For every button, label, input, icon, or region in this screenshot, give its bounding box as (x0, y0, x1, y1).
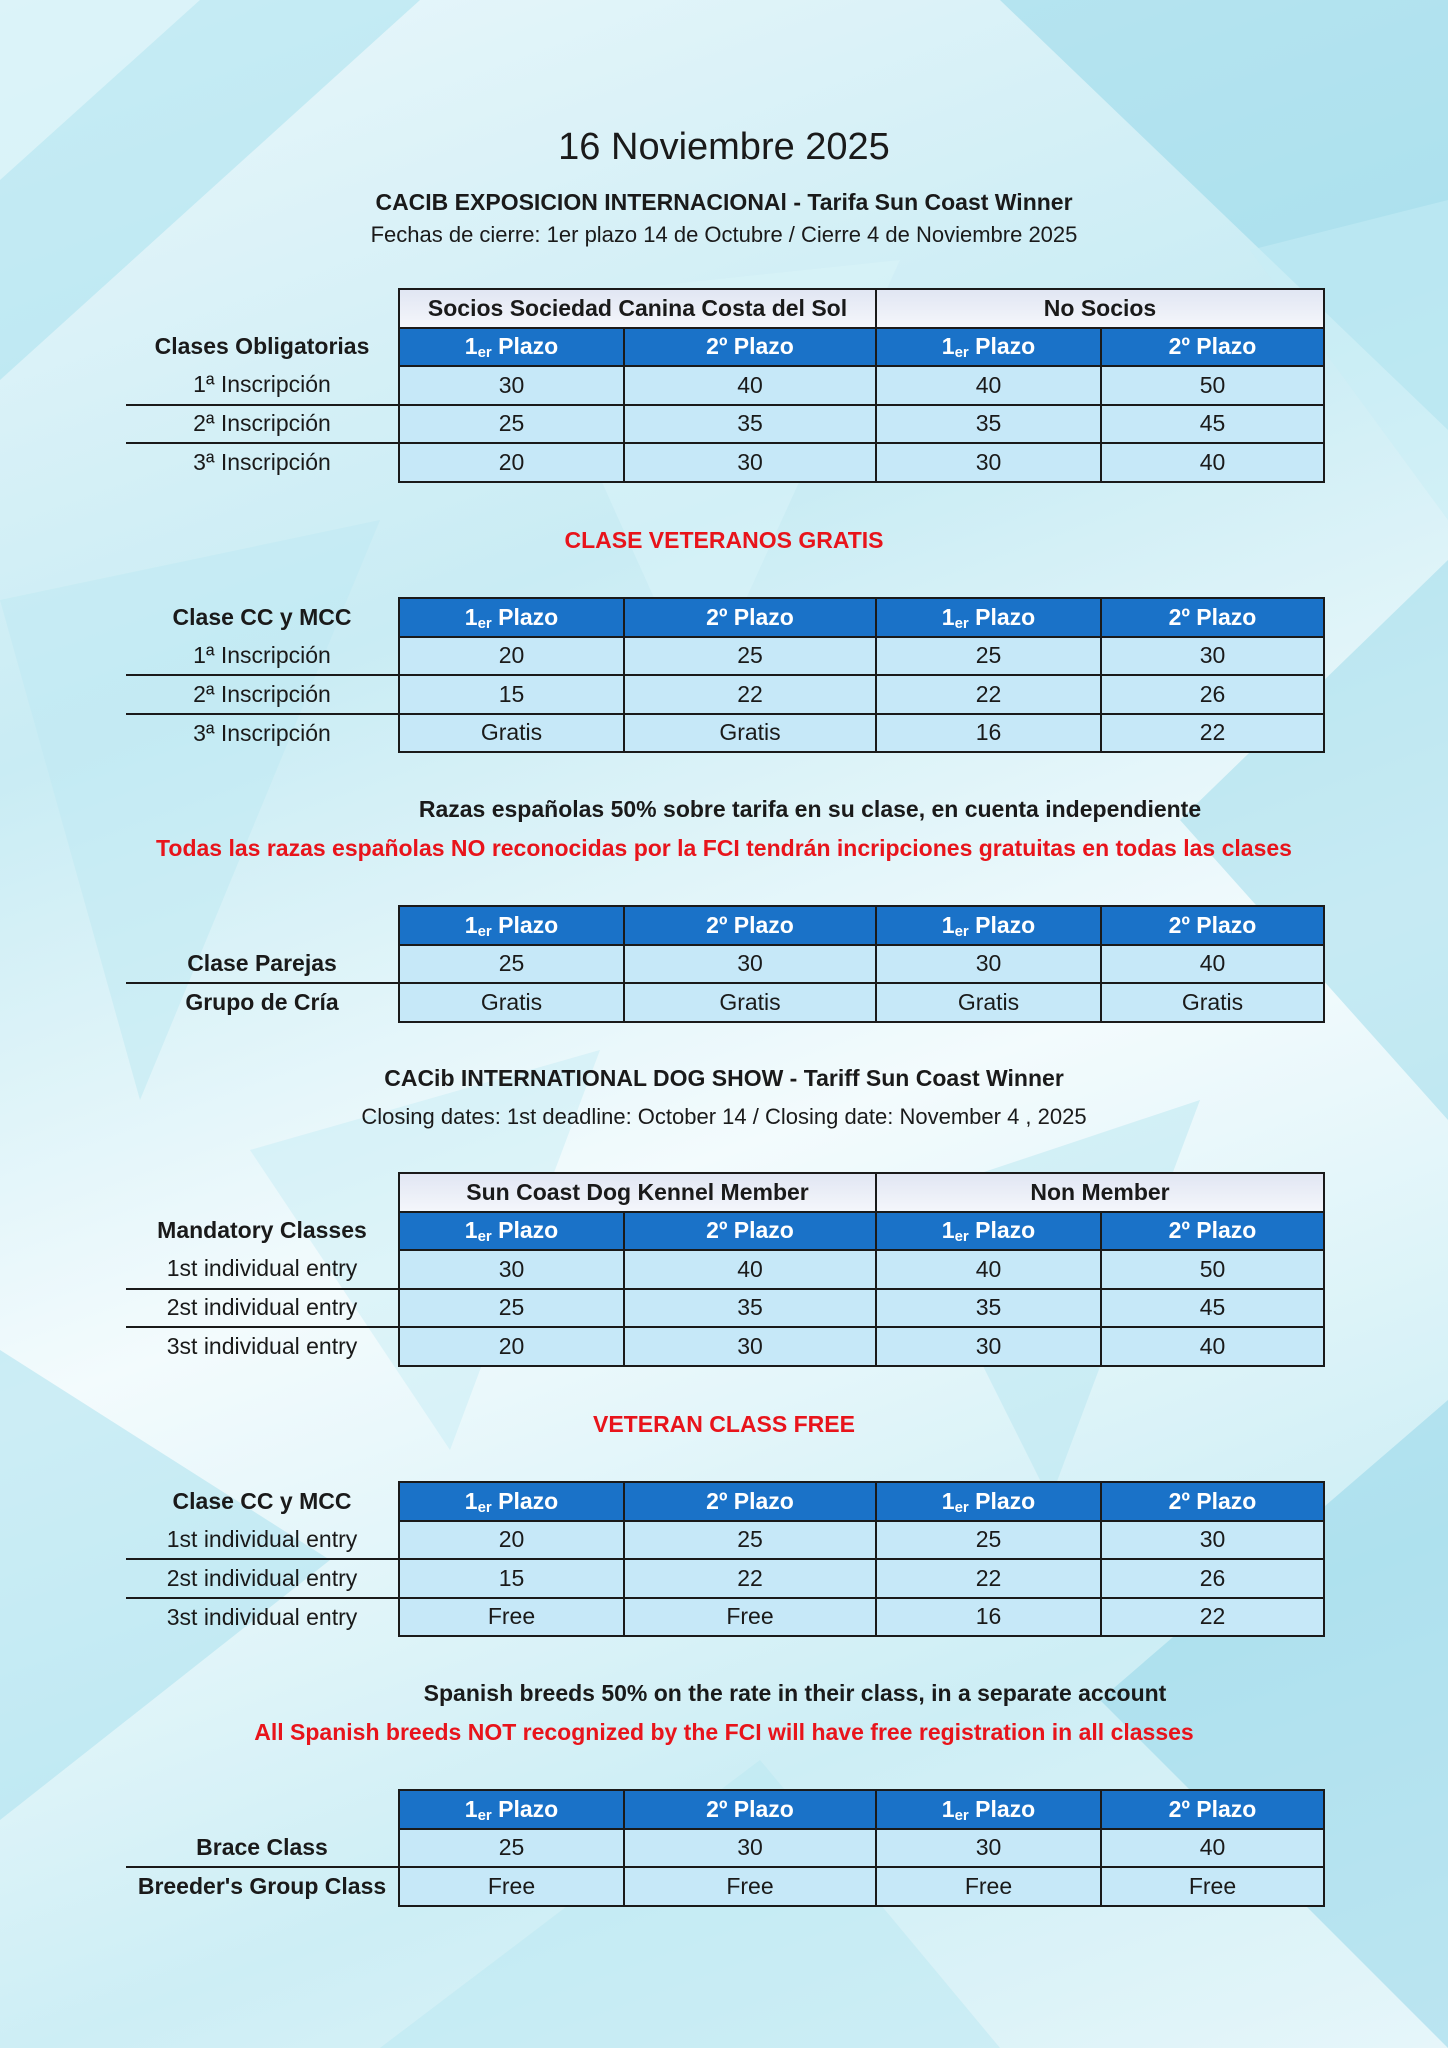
cc-class-label: Clase CC y MCC (172, 1487, 352, 1514)
row-label: 2ª Inscripción (126, 675, 399, 714)
fee-cell: 20 (399, 637, 624, 676)
plazo1-header: $1_{er}$ Plazo (399, 906, 624, 945)
table-row (126, 1829, 1324, 1868)
fee-cell: Free (624, 1598, 876, 1637)
plazo1-header: $1_{er}$ Plazo (876, 598, 1101, 637)
cc-class-label: Clase CC y MCC (172, 603, 352, 630)
table-row (126, 1327, 1324, 1366)
fee-cell: 20 (399, 1521, 624, 1560)
fee-cell: Gratis (876, 983, 1101, 1022)
table-row (126, 945, 1324, 984)
veteran-note: VETERAN CLASS FREE (593, 1411, 855, 1437)
table-row (126, 1598, 1324, 1637)
fee-cell: 25 (399, 1829, 624, 1868)
fee-cell: 35 (876, 405, 1101, 444)
fee-cell: Gratis (624, 714, 876, 753)
fee-cell: 25 (876, 1521, 1101, 1560)
fee-cell: Gratis (1101, 983, 1324, 1022)
fee-cell: 50 (1101, 366, 1324, 405)
fee-cell: Gratis (624, 983, 876, 1022)
veteran-note: CLASE VETERANOS GRATIS (564, 527, 884, 553)
fee-cell: 30 (624, 443, 876, 482)
table-row (126, 1521, 1324, 1560)
fee-cell: Gratis (399, 983, 624, 1022)
fci-note: Todas las razas españolas NO reconocidas por la FCI tendrán incripciones gratuitas en todas las clases (156, 835, 1292, 861)
plazo2-header: 2º Plazo (624, 906, 876, 945)
english-mandatory-table (126, 1172, 1325, 1367)
fee-cell: 40 (624, 366, 876, 405)
spanish-breeds-note: Razas españolas 50% sobre tarifa en su clase, en cuenta independiente (418, 796, 1202, 822)
fee-cell: 26 (1101, 1559, 1324, 1598)
row-label: 1ª Inscripción (126, 637, 399, 676)
fee-cell: 22 (1101, 714, 1324, 753)
fee-cell: 40 (876, 366, 1101, 405)
spanish-closing-dates: Fechas de cierre: 1er plazo 14 de Octubre / Cierre 4 de Noviembre 2025 (370, 222, 1078, 247)
fee-cell: 20 (399, 1327, 624, 1366)
members-header: Sun Coast Dog Kennel Member (399, 1173, 876, 1212)
fee-cell: 50 (1101, 1250, 1324, 1289)
fee-cell: Free (624, 1867, 876, 1906)
fee-cell: 40 (1101, 1327, 1324, 1366)
fee-cell: 30 (624, 1829, 876, 1868)
fee-cell: 30 (399, 1250, 624, 1289)
fee-cell: 30 (876, 945, 1101, 984)
row-label: 2st individual entry (126, 1559, 399, 1598)
plazo2-header: 2º Plazo (624, 1212, 876, 1251)
plazo1-header: $1_{er}$ Plazo (876, 1790, 1101, 1829)
row-label: 2st individual entry (126, 1289, 399, 1328)
table-row (126, 675, 1324, 714)
plazo1-header: $1_{er}$ Plazo (399, 328, 624, 367)
plazo1-header: $1_{er}$ Plazo (876, 906, 1101, 945)
row-label: 2ª Inscripción (126, 405, 399, 444)
table-row (126, 443, 1324, 482)
fee-cell: 30 (1101, 1521, 1324, 1560)
row-label: Clase Parejas (126, 945, 399, 984)
table-row (126, 983, 1324, 1022)
fee-cell: 30 (876, 1327, 1101, 1366)
english-subtitle: CACib INTERNATIONAL DOG SHOW - Tariff Sun Coast Winner (384, 1065, 1064, 1091)
fee-cell: 35 (876, 1289, 1101, 1328)
mandatory-classes-label: Clases Obligatorias (154, 333, 370, 360)
row-label: Breeder's Group Class (137, 1873, 387, 1900)
spanish-pairs-table (126, 905, 1325, 1023)
spanish-subtitle: CACIB EXPOSICION INTERNACIONAl - Tarifa Sun Coast Winner (375, 189, 1073, 215)
english-cc-table (126, 1481, 1325, 1637)
plazo2-header: 2º Plazo (1101, 1482, 1324, 1521)
plazo2-header: 2º Plazo (624, 328, 876, 367)
plazo1-header: $1_{er}$ Plazo (876, 1212, 1101, 1251)
fee-cell: Free (876, 1867, 1101, 1906)
fee-cell: 22 (624, 675, 876, 714)
plazo2-header: 2º Plazo (624, 1790, 876, 1829)
row-label: 1ª Inscripción (126, 366, 399, 405)
mandatory-classes-label: Mandatory Classes (157, 1217, 367, 1244)
nonmembers-header: No Socios (876, 289, 1324, 328)
plazo2-header: 2º Plazo (1101, 1790, 1324, 1829)
fee-cell: 40 (1101, 1829, 1324, 1868)
fee-cell: Free (1101, 1867, 1324, 1906)
plazo2-header: 2º Plazo (1101, 598, 1324, 637)
fee-cell: 22 (624, 1559, 876, 1598)
fee-cell: 22 (876, 675, 1101, 714)
fee-cell: 30 (876, 443, 1101, 482)
plazo2-header: 2º Plazo (1101, 328, 1324, 367)
row-label: 3st individual entry (166, 1603, 358, 1630)
row-label: 1st individual entry (126, 1521, 399, 1560)
fee-cell: 25 (624, 637, 876, 676)
fee-cell: 30 (624, 945, 876, 984)
spanish-mandatory-table (126, 288, 1325, 483)
fee-cell: 15 (399, 1559, 624, 1598)
row-label: Brace Class (126, 1829, 399, 1868)
fee-cell: 26 (1101, 675, 1324, 714)
fee-cell: 20 (399, 443, 624, 482)
fee-cell: 15 (399, 675, 624, 714)
english-closing-dates: Closing dates: 1st deadline: October 14 / Closing date: November 4 , 2025 (361, 1104, 1087, 1129)
table-row (126, 637, 1324, 676)
fee-cell: 22 (1101, 1598, 1324, 1637)
fee-cell: 22 (876, 1559, 1101, 1598)
fee-cell: Free (399, 1867, 624, 1906)
plazo1-header: $1_{er}$ Plazo (399, 1212, 624, 1251)
fee-cell: 25 (399, 1289, 624, 1328)
plazo2-header: 2º Plazo (624, 1482, 876, 1521)
fee-cell: 30 (624, 1327, 876, 1366)
row-label: 1st individual entry (126, 1250, 399, 1289)
fee-cell: 25 (624, 1521, 876, 1560)
table-row (126, 1250, 1324, 1289)
fee-cell: 45 (1101, 405, 1324, 444)
fee-cell: 30 (399, 366, 624, 405)
fee-cell: 35 (624, 1289, 876, 1328)
table-row (126, 366, 1324, 405)
plazo1-header: $1_{er}$ Plazo (399, 598, 624, 637)
fee-cell: 16 (876, 1598, 1101, 1637)
plazo1-header: $1_{er}$ Plazo (399, 1482, 624, 1521)
fee-cell: 40 (1101, 945, 1324, 984)
fee-cell: 30 (1101, 637, 1324, 676)
row-label: Grupo de Cría (185, 989, 339, 1016)
plazo2-header: 2º Plazo (1101, 1212, 1324, 1251)
fci-note: All Spanish breeds NOT recognized by the FCI will have free registration in all classes (254, 1719, 1194, 1745)
fee-cell: 25 (399, 405, 624, 444)
spanish-breeds-note: Spanish breeds 50% on the rate in their class, in a separate account (423, 1680, 1167, 1706)
fee-cell: 25 (876, 637, 1101, 676)
fee-cell: 40 (876, 1250, 1101, 1289)
fee-cell: 45 (1101, 1289, 1324, 1328)
event-date: 16 Noviembre 2025 (558, 126, 890, 168)
fee-cell: 35 (624, 405, 876, 444)
fee-cell: 40 (1101, 443, 1324, 482)
plazo1-header: $1_{er}$ Plazo (876, 328, 1101, 367)
fee-cell: Free (399, 1598, 624, 1637)
table-row (126, 405, 1324, 444)
plazo2-header: 2º Plazo (1101, 906, 1324, 945)
plazo1-header: $1_{er}$ Plazo (399, 1790, 624, 1829)
table-row (126, 1559, 1324, 1598)
plazo2-header: 2º Plazo (624, 598, 876, 637)
fee-cell: 25 (399, 945, 624, 984)
plazo1-header: $1_{er}$ Plazo (876, 1482, 1101, 1521)
row-label: 3st individual entry (166, 1333, 358, 1360)
nonmembers-header: Non Member (876, 1173, 1324, 1212)
spanish-cc-table (126, 597, 1325, 753)
table-row (126, 1867, 1324, 1906)
row-label: 3ª Inscripción (193, 719, 331, 746)
fee-cell: Gratis (399, 714, 624, 753)
fee-cell: 16 (876, 714, 1101, 753)
fee-cell: 40 (624, 1250, 876, 1289)
members-header: Socios Sociedad Canina Costa del Sol (399, 289, 876, 328)
row-label: 3ª Inscripción (193, 449, 331, 476)
fee-cell: 30 (876, 1829, 1101, 1868)
english-pairs-table (126, 1789, 1325, 1907)
table-row (126, 714, 1324, 753)
table-row (126, 1289, 1324, 1328)
